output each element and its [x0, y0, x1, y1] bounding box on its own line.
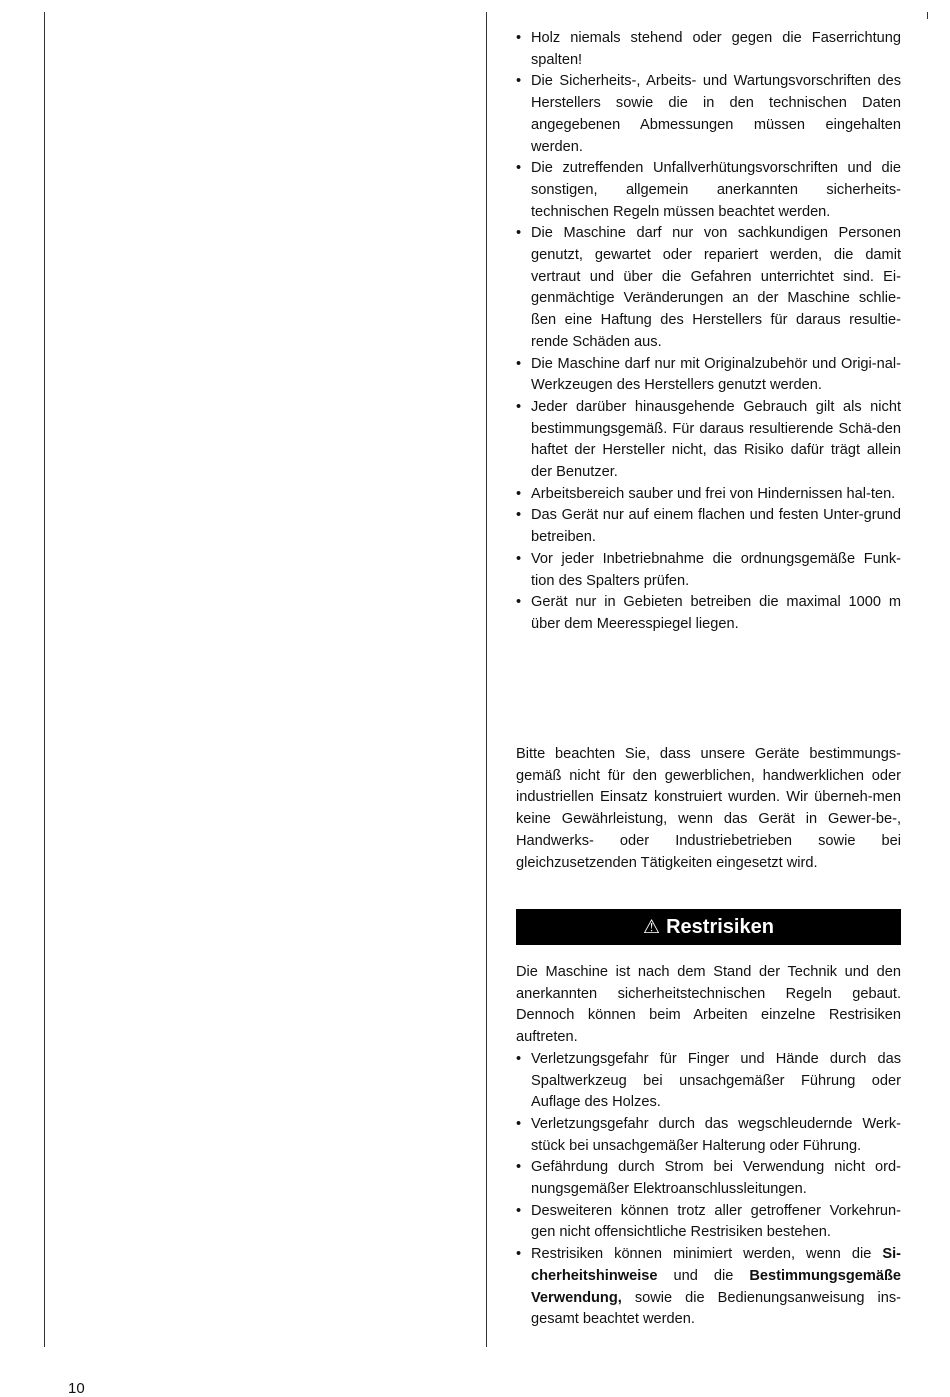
list-item: • Die Sicherheits-, Arbeits- und Wartungsvorschriften des Herstellers sowie die in den technischen Daten angegebenen Abmessungen müssen eingehalten werden.: [516, 73, 901, 155]
left-margin-rule: [44, 12, 45, 1347]
restrisiken-section: [516, 962, 901, 1331]
restrisiken-heading-banner: [516, 909, 901, 945]
bullet: •: [516, 1115, 522, 1132]
list-item: • Verletzungsgefahr für Finger und Hände durch das Spaltwerkzeug bei unsachgemäßer Führung oder Auflage des Holzes.: [516, 1050, 901, 1111]
list-item: • Holz niemals stehend oder gegen die Faserrichtung spalten!: [516, 30, 901, 68]
notice-paragraph: Bitte beachten Sie, dass unsere Geräte bestimmungs-gemäß nicht für den gewerblichen, handwerklichen oder industriellen Einsatz konstruiert wurden. Wir überneh-men keine Gewährleistung, wenn das Gerät in Gewer-be-, Handwerks- oder Industriebetrieben sowie bei gleichzusetzenden Tätigkeiten eingesetzt wird.: [516, 746, 901, 871]
bullet: •: [516, 355, 522, 372]
bullet: •: [516, 1202, 522, 1219]
list-item: • Desweiteren können trotz aller getroffener Vorkehrun-gen nicht offensichtliche Restrisiken bestehen.: [516, 1202, 901, 1241]
bullet: •: [516, 507, 522, 524]
list-item: • Die Maschine darf nur mit Originalzubehör und Origi-nal-Werkzeugen des Herstellers genutzt werden.: [516, 355, 901, 394]
bullet: •: [516, 398, 522, 415]
bold-safety-notes: Si-cherheitshinweise: [531, 1246, 901, 1284]
list-item: • Die Maschine darf nur von sachkundigen Personen genutzt, gewartet oder repariert werden, die damit vertraut und über die Gefahren unterrichtet sind. Ei-genmächtige Veränderungen an der Maschine schlie-ßen eine Haftung des Herstellers für daraus resultie-rende Schäden aus.: [516, 225, 901, 350]
list-item: • Arbeitsbereich sauber und frei von Hindernissen hal-ten.: [516, 484, 901, 506]
bullet: •: [516, 225, 522, 242]
section-title: Restrisiken: [666, 915, 774, 938]
list-item: • Gefährdung durch Strom bei Verwendung nicht ord-nungsgemäßer Elektroanschlussleitungen.: [516, 1159, 901, 1198]
bullet: •: [516, 1159, 522, 1176]
list-item: • Verletzungsgefahr durch das wegschleudernde Werk-stück bei unsachgemäßer Halterung oder Führung.: [516, 1115, 901, 1154]
list-item: • Das Gerät nur auf einem flachen und festen Unter-grund betreiben.: [516, 507, 901, 546]
bold-intended-use: Bestimmungsgemäße Verwendung,: [531, 1267, 901, 1306]
bullet: •: [516, 550, 522, 567]
list-item: • Jeder darüber hinausgehende Gebrauch gilt als nicht bestimmungsgemäß. Für daraus resultierende Schä-den haftet der Hersteller nicht, das Risiko dafür trägt allein der Benutzer.: [516, 398, 901, 481]
list-item: • Vor jeder Inbetriebnahme die ordnungsgemäße Funk-tion des Spalters prüfen.: [516, 550, 901, 589]
list-item: • Gerät nur in Gebieten betreiben die maximal 1000 m über dem Meeresspiegel liegen.: [516, 594, 901, 632]
bullet: •: [516, 160, 522, 177]
usage-notice: [516, 744, 901, 874]
bullet: •: [516, 485, 522, 502]
column-divider-rule: [486, 12, 487, 1347]
list-item: • Restrisiken können minimiert werden, wenn die Si-cherheitshinweise und die Bestimmungsgemäße Verwendung, sowie die Bedienungsanweisung ins-gesamt beachtet werden.: [516, 1246, 901, 1328]
warning-triangle-icon: ⚠: [643, 916, 661, 938]
restrisiken-intro: Die Maschine ist nach dem Stand der Technik und den anerkannten sicherheitstechnischen Regeln gebaut. Dennoch können beim Arbeiten einzelne Restrisiken auftreten.: [516, 964, 901, 1046]
right-margin-rule: [927, 12, 928, 19]
safety-instructions-list: [516, 28, 901, 636]
bullet: •: [516, 1246, 522, 1263]
bullet: •: [516, 594, 522, 611]
bullet: •: [516, 1050, 522, 1067]
page-number: 10: [68, 1380, 85, 1397]
bullet: •: [516, 30, 522, 46]
list-item: • Die zutreffenden Unfallverhütungsvorschriften und die sonstigen, allgemein anerkannten sicherheits-technischen Regeln müssen beachtet werden.: [516, 160, 901, 220]
bullet: •: [516, 73, 522, 90]
